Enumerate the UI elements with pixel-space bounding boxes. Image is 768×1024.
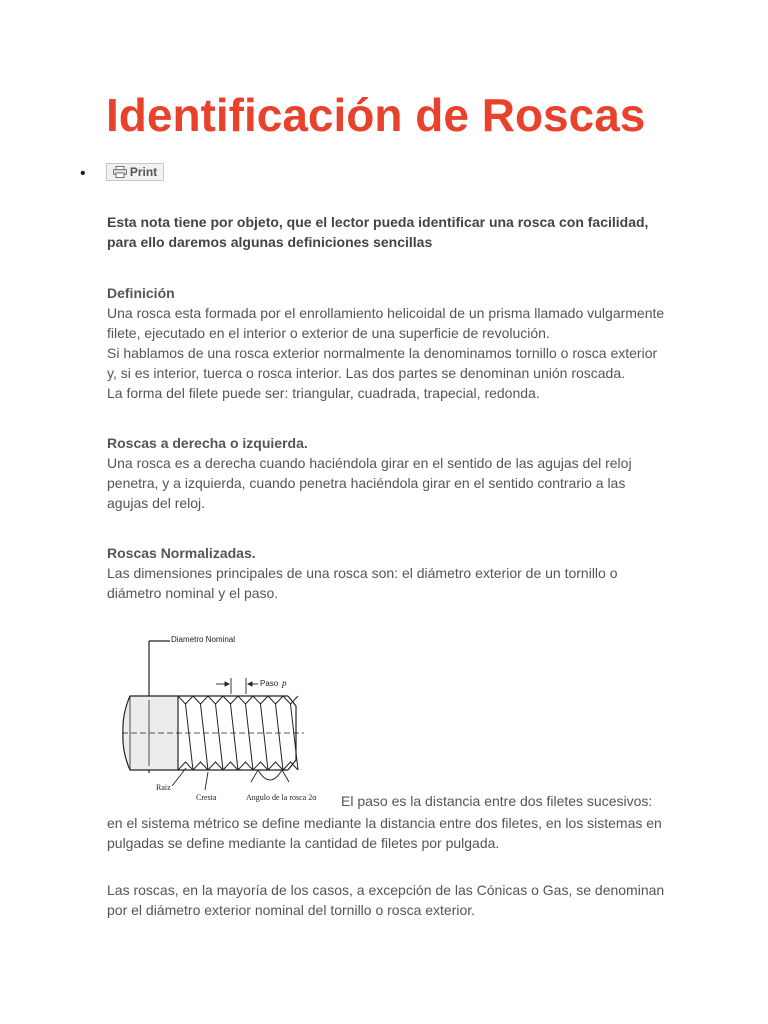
paso-paragraph [107,813,667,853]
thread-flank [291,704,299,770]
thread-flank [186,704,194,770]
label-cresta: Cresta [196,793,217,802]
screw-thread-diagram [108,628,338,808]
section-normalizadas [107,543,667,603]
thread-flank [216,704,224,770]
text-line: Las roscas, en la mayoría de los casos, a excepción de las Cónicas o Gas, se denominan [107,882,665,898]
section-definicion [107,283,667,403]
text-line: en el sistema métrico se define mediante la distancia entre dos filetes, en los sistemas en [107,815,662,831]
text-line: y, si es interior, tuerca o rosca interior. Las dos partes se denominan unión roscada. [107,365,626,381]
label-paso: Paso [260,679,279,688]
text-line: filete, ejecutado en el interior o exterior de una superficie de revolución. [107,325,550,341]
label-raiz: Raiz [156,783,171,792]
label-diametro: Diametro Nominal [171,635,236,644]
label-paso-var: p [282,678,287,688]
thread-flank [261,704,269,770]
label-angulo: Angulo de la rosca 2α [246,793,317,802]
thread-profile [178,696,298,704]
text-line: pulgadas se define mediante la cantidad de filetes por pulgada. [107,835,500,851]
thread-flank [276,704,284,770]
text-line: Las dimensiones principales de una rosca son: el diámetro exterior de un tornillo o [107,565,618,581]
text-line: por el diámetro exterior nominal del tornillo o rosca exterior. [107,902,476,918]
list-bullet: • [80,165,86,182]
print-button[interactable] [106,163,164,181]
text-line: La forma del filete puede ser: triangular, cuadrada, trapecial, redonda. [107,385,540,401]
section-sentido [107,433,667,513]
text-line: agujas del reloj. [107,495,206,511]
paso-text-first: El paso es la distancia entre dos filetes sucesivos: [341,793,653,809]
thread-flank [201,704,209,770]
page-title: Identificación de Roscas [106,89,646,141]
text-line: penetra, y a izquierda, cuando penetra haciéndola girar en el sentido contrario a las [107,475,626,491]
section-heading: Definición [107,285,175,301]
closing-paragraph [107,880,667,920]
intro-paragraph [107,212,667,252]
print-label: Print [129,165,158,179]
intro-line: para ello daremos algunas definiciones sencillas [107,234,433,250]
text-line: diámetro nominal y el paso. [107,585,279,601]
section-heading: Roscas a derecha o izquierda. [107,435,308,451]
thread-flank [231,704,239,770]
text-line: Una rosca es a derecha cuando haciéndola girar en el sentido de las agujas del reloj [107,455,632,471]
text-line: Una rosca esta formada por el enrollamiento helicoidal de un prisma llamado vulgarmente [107,305,665,321]
printer-icon [113,166,127,178]
text-line: Si hablamos de una rosca exterior normalmente la denominamos tornillo o rosca exterior [107,345,658,361]
section-heading: Roscas Normalizadas. [107,545,256,561]
intro-line: Esta nota tiene por objeto, que el lector pueda identificar una rosca con facilidad, [107,214,649,230]
thread-flank [246,704,254,770]
